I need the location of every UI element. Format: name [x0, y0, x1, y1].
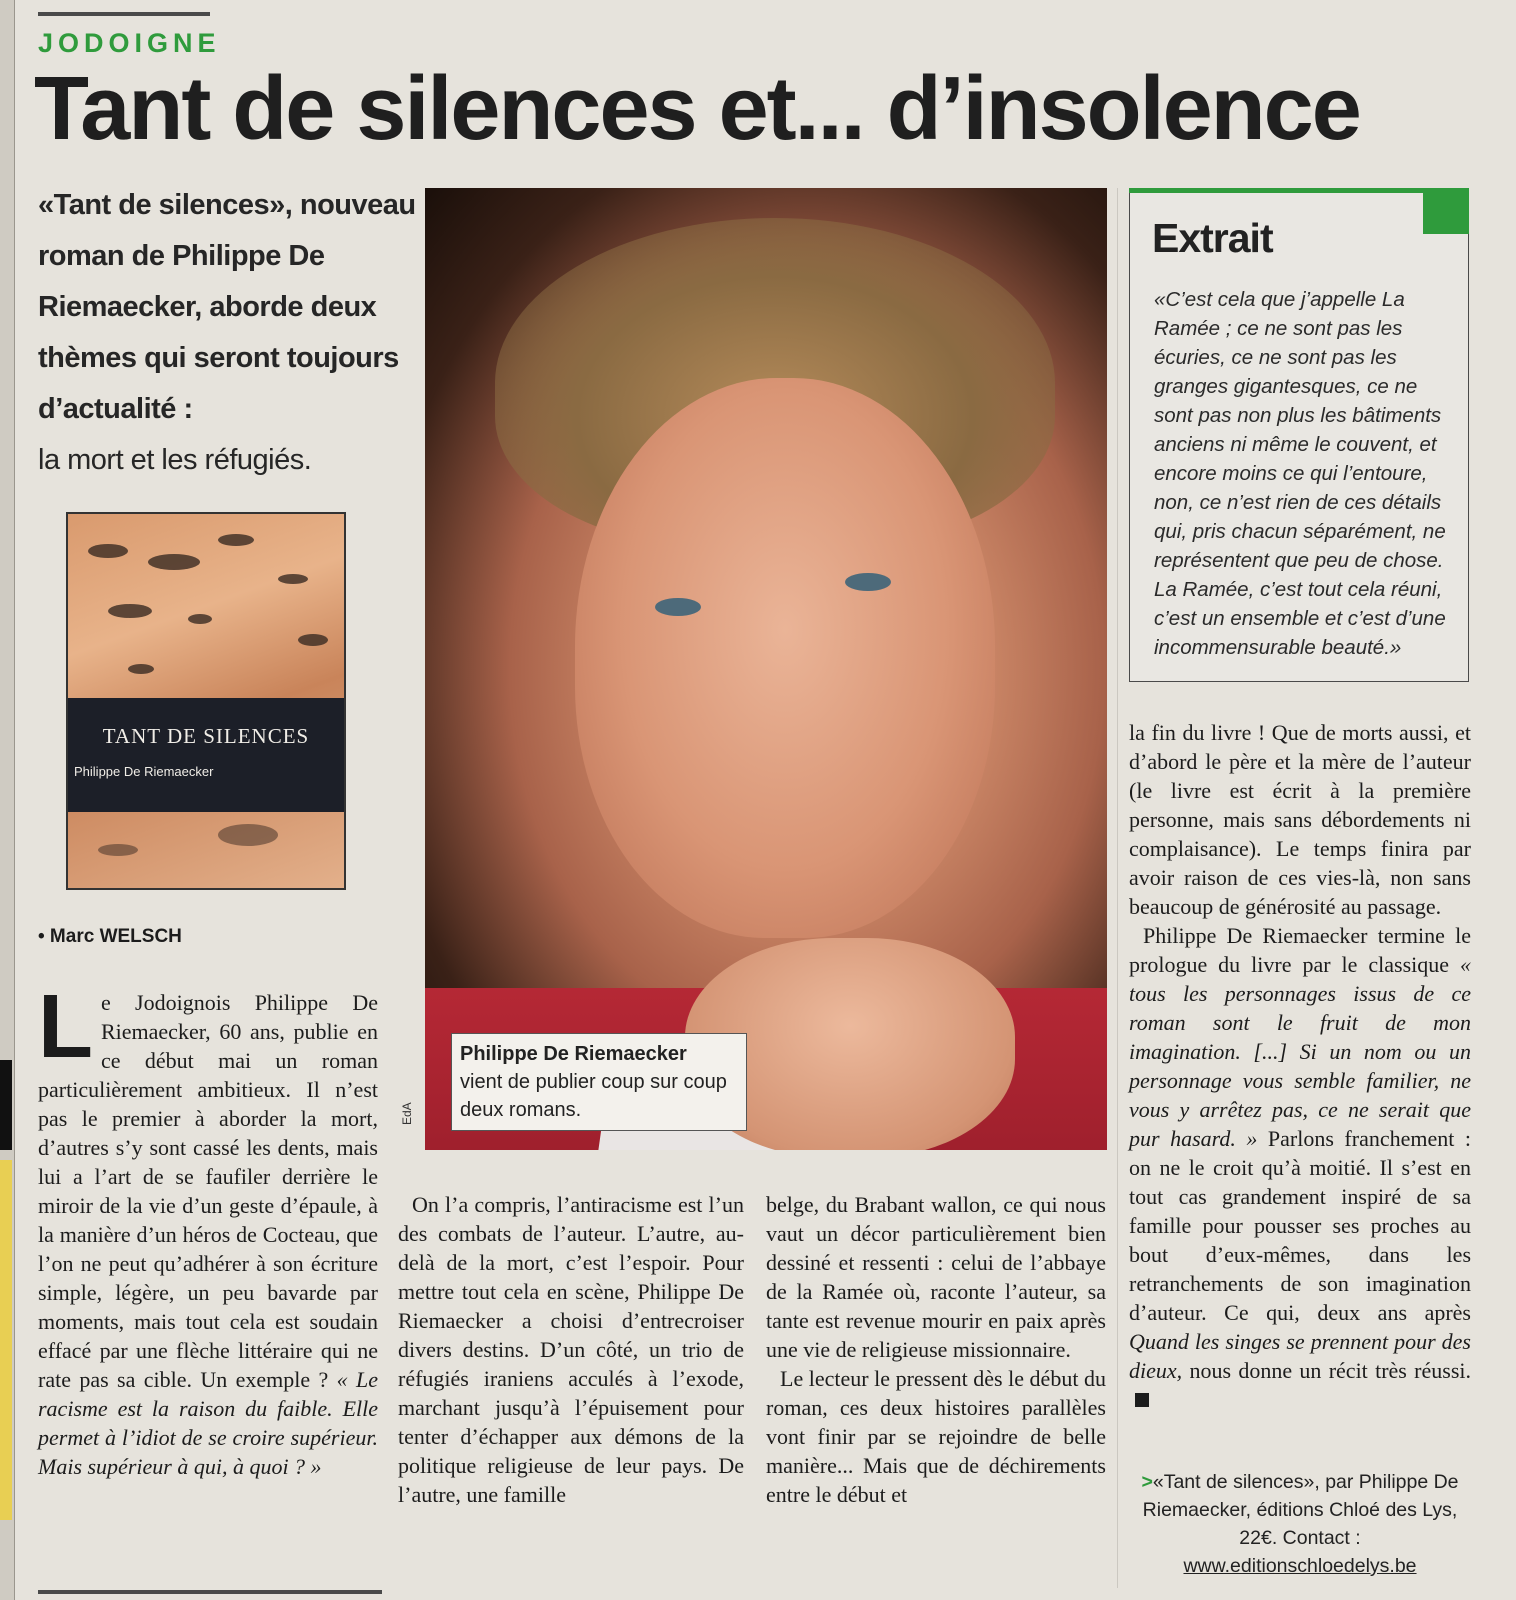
article-column-1 [38, 977, 379, 1481]
adjacent-page-block [0, 1060, 12, 1150]
book-cover-title: TANT DE SILENCES [102, 724, 310, 748]
extract-text: «C’est cela que j’appelle La Ramée ; ce ne sont pas les écuries, ce ne sont pas les granges gigantesques, ce ne sont pas non plus les bâtiments anciens ni même le couvent, et encore moins ce qui l’entoure, non, ce n’est rien de ces détails qui, pris chacun séparément, ne représentent que peu de chose. La Ramée, c’est tout cela réuni, c’est un ensemble et c’est d’une incommensurable beauté.» [1154, 288, 1446, 659]
article-col2-text: On l’a compris, l’antiracisme est l’un des combats de l’auteur. L’autre, au-delà de la mort, c’est l’espoir. Pour mettre tout cela en scène, Philippe De Riemaecker a choisi d’entrecroiser divers destins. D’un côté, un trio de réfugiés iraniens acculés à l’exode, marchant jusqu’à l’épuisement pour tenter d’échapper aux démons de la politique religieuse de leur pays. De l’autre, une famille [398, 1192, 744, 1507]
article-col4-p1: la fin du livre ! Que de morts aussi, et d’abord le père et la mère de l’auteur (le livre est écrit à la première personne, mais sans débordements ni complaisance). Le temps finira par avoir raison de ces vies-là, non sans beaucoup de générosité au passage. [1129, 720, 1471, 919]
end-of-article-mark [1135, 1393, 1149, 1407]
photo-eye-left [655, 598, 701, 616]
author-portrait-photo [425, 188, 1107, 1150]
standfirst [38, 180, 418, 486]
photo-caption [451, 1033, 747, 1131]
extract-title: Extrait [1152, 215, 1273, 261]
book-cover-image [66, 512, 346, 890]
top-rule [38, 12, 210, 16]
book-cover-author: Philippe De Riemaecker [74, 764, 214, 779]
article-col4-p2b: Parlons franchement : on ne le croit qu’à moitié. Il s’est en tout cas grandement inspiré de sa famille pour pousser ses proches au bout d’eux-mêmes, dans les retranchements de son imagination d’auteur. Ce qui, deux ans après [1129, 1126, 1471, 1325]
article-column-2 [398, 1190, 744, 1509]
headline: Tant de silences et... d’insolence [34, 59, 1360, 159]
extract-box-topbar [1129, 188, 1431, 193]
standfirst-light: la mort et les réfugiés. [38, 444, 312, 476]
book-cover-band [68, 698, 344, 812]
adjacent-page-yellow-strip [0, 1160, 12, 1520]
caption-name: Philippe De Riemaecker [460, 1043, 687, 1065]
publisher-link[interactable]: www.editionschloedelys.be [1183, 1555, 1417, 1577]
article-col4-p2a: Philippe De Riemaecker termine le prologue du livre par le classique [1129, 923, 1471, 977]
article-col4-book-title: Quand les singes se prennent pour des dieux, [1129, 1329, 1471, 1383]
byline: • Marc WELSCH [38, 926, 182, 947]
book-info [1129, 1468, 1471, 1580]
article-col4-quote: « tous les personnages issus de ce roman sont le fruit de mon imagination. [...] Si un nom ou un personnage vous semble familier, ne vous y arrêtez pas, ce ne serait que pur hasard. » [1129, 952, 1471, 1151]
book-info-text: «Tant de silences», par Philippe De Riemaecker, éditions Chloé des Lys, 22€. Contact : [1142, 1471, 1459, 1549]
article-column-4 [1129, 718, 1471, 1414]
article-col4-p2c: nous donne un récit très réussi. [1189, 1358, 1472, 1383]
article-col1-text: e Jodoignois Philippe De Riemaecker, 60 ans, publie en ce début mai un roman particulièrement ambitieux. Il n’est pas le premier à aborder la mort, d’autres s’y sont cassé les dents, mais lui a l’art de se faufiler derrière le miroir de la vie d’un geste d’épaule, à la manière d’un héros de Cocteau, que l’on ne peut qu’adhérer à son écriture simple, légère, un peu bavarde par moments, mais tout cela est soudain effacé par une flèche littéraire qui ne rate pas sa cible. Un exemple ? [38, 990, 378, 1392]
section-kicker: JODOIGNE [38, 28, 221, 58]
article-col3-p1: belge, du Brabant wallon, ce qui nous vaut un décor particulièrement bien dessiné et ressenti : celui de l’abbaye de la Ramée où, raconte l’auteur, sa tante est revenue mourir en paix après une vie de religieuse missionnaire. [766, 1192, 1106, 1362]
caption-text: vient de publier coup sur coup deux romans. [460, 1071, 727, 1121]
photo-credit: EdA [400, 1102, 414, 1125]
bottom-rule [38, 1590, 382, 1594]
extract-box-corner [1423, 188, 1469, 234]
column-divider [1117, 188, 1118, 1588]
standfirst-bold: «Tant de silences», nouveau roman de Philippe De Riemaecker, aborde deux thèmes qui seront toujours d’actualité : [38, 189, 416, 425]
article-col1-quote: « Le racisme est la raison du faible. Elle permet à l’idiot de se croire supérieur. Mais supérieur à qui, à quoi ? » [38, 1367, 379, 1479]
article-col3-p2: Le lecteur le pressent dès le début du roman, ces deux histoires parallèles vont finir par se rejoindre de belle manière... Mais que de déchirements entre le début et [766, 1366, 1106, 1507]
drop-cap: L [38, 977, 93, 1077]
photo-face [575, 378, 995, 938]
article-column-3 [766, 1190, 1106, 1509]
arrow-icon: > [1141, 1471, 1153, 1493]
photo-eye-right [845, 573, 891, 591]
extract-box [1129, 188, 1469, 682]
